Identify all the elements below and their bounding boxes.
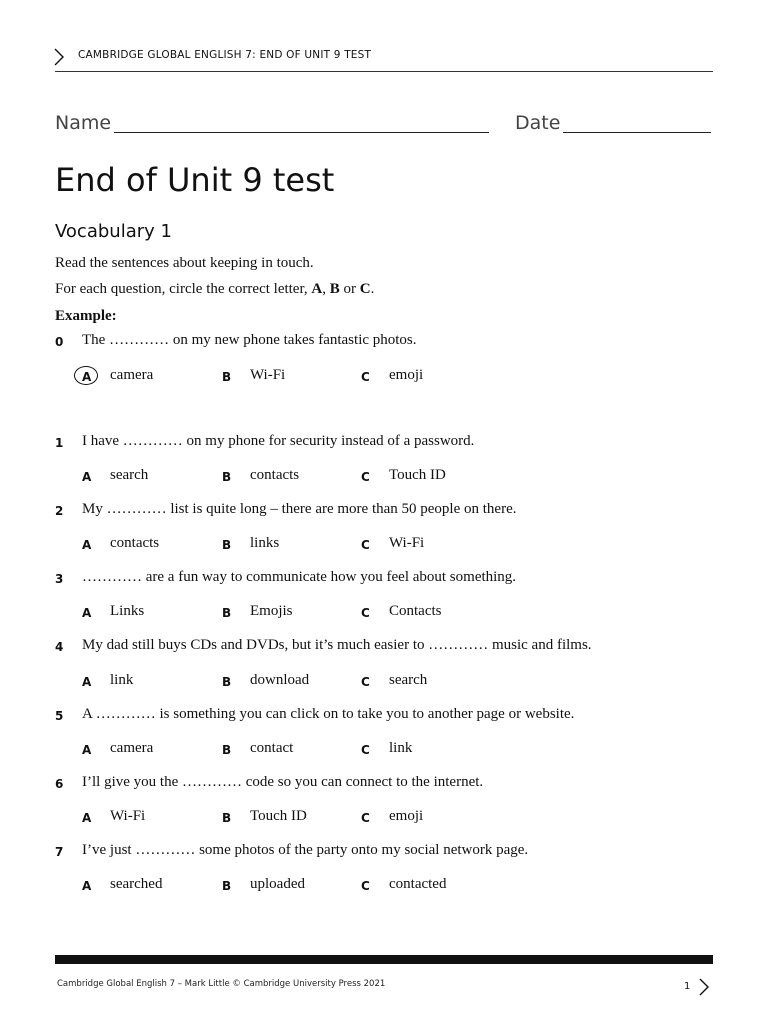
chevron-right-icon — [52, 48, 66, 66]
instruction-text: For each question, circle the correct letter, — [55, 281, 312, 297]
option-letter[interactable]: B — [222, 606, 232, 620]
example-label: Example: — [55, 308, 117, 324]
option-letter[interactable]: B — [222, 743, 232, 757]
section-title: Vocabulary 1 — [55, 221, 172, 242]
option-text: Touch ID — [250, 808, 307, 824]
option-letter[interactable]: B — [222, 675, 232, 689]
question-text: A ………… is something you can click on to take you to another page or website. — [82, 706, 575, 722]
option-letter[interactable]: B — [222, 879, 232, 893]
option-text: search — [110, 467, 149, 483]
option-text: Contacts — [389, 603, 442, 619]
option-text: links — [250, 535, 280, 551]
question-number: 1 — [55, 436, 64, 450]
chevron-right-icon[interactable] — [697, 978, 711, 996]
question-text: I have ………… on my phone for security instead of a password. — [82, 433, 475, 449]
question-number: 7 — [55, 845, 64, 859]
option-text: contacted — [389, 876, 447, 892]
option-text: search — [389, 672, 428, 688]
option-text: uploaded — [250, 876, 305, 892]
option-text: emoji — [389, 808, 424, 824]
option-text: Touch ID — [389, 467, 446, 483]
question-number: 3 — [55, 572, 64, 586]
option-letter[interactable]: C — [361, 675, 370, 689]
example-number: 0 — [55, 335, 64, 349]
date-label: Date — [515, 112, 561, 134]
option-text: contacts — [250, 467, 300, 483]
page-title: End of Unit 9 test — [55, 161, 335, 199]
example-text: The ………… on my new phone takes fantastic photos. — [82, 332, 417, 348]
example-option-text: emoji — [389, 367, 424, 383]
option-letter[interactable]: C — [361, 743, 370, 757]
header-rule — [55, 71, 713, 72]
option-letter[interactable]: A — [82, 743, 92, 757]
question-number: 5 — [55, 709, 64, 723]
example-option-letter[interactable]: C — [361, 370, 370, 384]
question-text: ………… are a fun way to communicate how you feel about something. — [82, 569, 517, 585]
question-number: 4 — [55, 640, 64, 654]
instruction-end: . — [370, 281, 375, 297]
option-letter[interactable]: A — [82, 879, 92, 893]
option-text: Emojis — [250, 603, 293, 619]
option-text: Links — [110, 603, 145, 619]
instruction-sep: or — [339, 281, 360, 297]
instruction-letter-a: A — [311, 281, 323, 297]
running-header: CAMBRIDGE GLOBAL ENGLISH 7: END OF UNIT 9 TEST — [78, 49, 372, 61]
option-text: contacts — [110, 535, 160, 551]
question-text: My ………… list is quite long – there are more than 50 people on there. — [82, 501, 517, 517]
page-number: 1 — [684, 981, 691, 992]
name-label: Name — [55, 112, 112, 134]
option-letter[interactable]: C — [361, 606, 370, 620]
option-letter[interactable]: C — [361, 811, 370, 825]
name-field[interactable] — [114, 132, 489, 133]
question-number: 2 — [55, 504, 64, 518]
option-text: download — [250, 672, 310, 688]
instruction-line-1: Read the sentences about keeping in touch. — [55, 255, 314, 271]
footer-copyright: Cambridge Global English 7 – Mark Little © Cambridge University Press 2021 — [57, 979, 386, 989]
option-text: Wi-Fi — [389, 535, 425, 551]
question-text: I’ll give you the ………… code so you can connect to the internet. — [82, 774, 484, 790]
option-letter[interactable]: C — [361, 470, 370, 484]
option-text: Wi-Fi — [110, 808, 146, 824]
option-text: link — [110, 672, 134, 688]
date-field[interactable] — [563, 132, 711, 133]
option-text: camera — [110, 740, 154, 756]
footer-bar — [55, 955, 713, 964]
question-text: I’ve just ………… some photos of the party onto my social network page. — [82, 842, 529, 858]
option-letter[interactable]: A — [82, 538, 92, 552]
option-letter[interactable]: B — [222, 470, 232, 484]
example-option-letter[interactable]: A — [82, 370, 92, 384]
example-option-text: camera — [110, 367, 154, 383]
question-number: 6 — [55, 777, 64, 791]
option-letter[interactable]: A — [82, 606, 92, 620]
option-letter[interactable]: A — [82, 675, 92, 689]
option-letter[interactable]: B — [222, 811, 232, 825]
option-text: link — [389, 740, 413, 756]
option-letter[interactable]: C — [361, 879, 370, 893]
option-letter[interactable]: A — [82, 470, 92, 484]
question-text: My dad still buys CDs and DVDs, but it’s much easier to ………… music and films. — [82, 637, 592, 653]
option-letter[interactable]: C — [361, 538, 370, 552]
example-option-letter[interactable]: B — [222, 370, 232, 384]
option-text: contact — [250, 740, 294, 756]
instruction-letter-c: C — [359, 281, 371, 297]
example-option-text: Wi-Fi — [250, 367, 286, 383]
option-text: searched — [110, 876, 163, 892]
option-letter[interactable]: B — [222, 538, 232, 552]
instruction-sep: , — [322, 281, 330, 297]
option-letter[interactable]: A — [82, 811, 92, 825]
instruction-letter-b: B — [329, 281, 340, 297]
instruction-line-2 — [55, 281, 374, 298]
